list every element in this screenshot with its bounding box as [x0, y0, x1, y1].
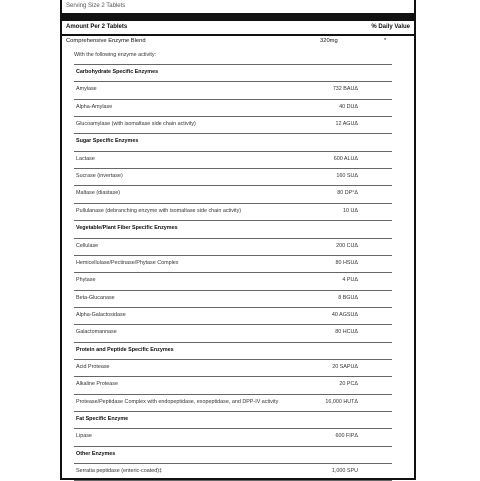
- enzyme-name: Pullulanase (debranching enzyme with isomaltase side chain activity): [76, 207, 242, 214]
- enzyme-row: [62, 116, 414, 133]
- enzyme-activity: 80 HCUΔ: [335, 329, 358, 336]
- category-name: Protein and Peptide Specific Enzymes: [76, 346, 174, 353]
- enzyme-row: [62, 290, 414, 307]
- enzyme-activity: 80 HSUΔ: [335, 259, 358, 266]
- enzyme-name: Amylase: [76, 86, 97, 93]
- enzyme-activity: 200 CUΔ: [336, 242, 358, 249]
- enzyme-activity: 40 DUΔ: [339, 103, 358, 110]
- daily-value-header: % Daily Value: [371, 24, 410, 30]
- category-name: Fat Specific Enzyme: [76, 416, 129, 422]
- enzyme-activity: 8 BGUΔ: [338, 294, 358, 301]
- category-name: Carbohydrate Specific Enzymes: [76, 69, 159, 75]
- enzyme-row: [62, 168, 414, 185]
- enzyme-name: Serratia peptidase (enteric-coated)‡: [76, 468, 162, 475]
- enzyme-activity: 4 PUΔ: [342, 277, 358, 284]
- category-name: Vegetable/Plant Fiber Specific Enzymes: [76, 225, 178, 232]
- serving-size: Serving Size 2 Tablets: [66, 3, 126, 9]
- enzyme-name: Beta-Glucanase: [76, 294, 115, 301]
- enzyme-name: Maltase (diastase): [76, 190, 121, 197]
- enzyme-activity: 1,000 SPU: [331, 468, 358, 475]
- category-row: [62, 342, 414, 359]
- enzyme-name: Protease/Peptidase Complex with endopeptidase, exopeptidase, and DPP-IV activity: [76, 398, 279, 405]
- enzyme-activity: 80 DP°Δ: [337, 190, 358, 197]
- enzyme-name: Sucrase (invertase): [76, 173, 123, 180]
- enzyme-activity: 12 AGUΔ: [335, 121, 358, 128]
- top-rule: [62, 13, 414, 21]
- enzyme-row: [62, 324, 414, 341]
- category-row: [62, 133, 414, 150]
- enzyme-activity: 20 PCΔ: [339, 381, 358, 388]
- enzyme-row: [62, 307, 414, 324]
- enzyme-row: [62, 238, 414, 255]
- blend-amount: 320mg: [320, 38, 338, 44]
- enzyme-row: [62, 428, 414, 445]
- enzyme-activity: 20 SAPUΔ: [332, 363, 358, 370]
- enzyme-name: Alpha-Galactosidase: [76, 311, 126, 318]
- enzyme-row: [62, 203, 414, 220]
- category-name: Sugar Specific Enzymes: [76, 138, 139, 145]
- category-name: Other Enzymes: [76, 450, 116, 457]
- enzyme-activity: 600 ALUΔ: [333, 155, 358, 162]
- header-rule: [62, 34, 414, 36]
- enzyme-activity: 16,000 HUTΔ: [325, 398, 358, 405]
- category-row: [62, 64, 414, 81]
- enzyme-row: [62, 359, 414, 376]
- category-row: [62, 411, 414, 428]
- enzyme-name: Cellulase: [76, 242, 99, 249]
- enzyme-name: Lipase: [76, 433, 92, 440]
- enzyme-name: Galactomannase: [76, 329, 117, 336]
- enzyme-activity: 600 FIPΔ: [335, 433, 358, 440]
- enzyme-row: [62, 394, 414, 411]
- enzyme-activity: 10 UΔ: [343, 207, 358, 214]
- enzyme-name: Alpha-Amylase: [76, 103, 113, 110]
- enzyme-name: Glucoamylase (with isomaltase side chain activity): [76, 121, 196, 128]
- enzyme-activity: 732 BAUΔ: [332, 86, 358, 93]
- category-row: [62, 220, 414, 237]
- enzyme-row: [62, 463, 414, 480]
- enzyme-row: [62, 376, 414, 393]
- amount-header: Amount Per 2 Tablets: [66, 24, 128, 30]
- enzyme-row: [62, 81, 414, 98]
- enzyme-row: [62, 151, 414, 168]
- enzyme-name: Phytase: [76, 277, 96, 284]
- enzyme-row: [62, 99, 414, 116]
- enzyme-row: [62, 272, 414, 289]
- enzyme-activity: 40 AGSUΔ: [331, 311, 358, 318]
- enzyme-activity-subtitle: With the following enzyme activity:: [74, 52, 157, 58]
- enzyme-name: Hemicellulase/Pectinase/Phytase Complex: [76, 259, 179, 266]
- enzyme-name: Lactase: [76, 155, 95, 162]
- enzyme-row: [62, 185, 414, 202]
- blend-dv: *: [384, 38, 387, 44]
- category-row: [62, 446, 414, 463]
- enzyme-name: Alkaline Protease: [76, 381, 118, 388]
- enzyme-name: Acid Protease: [76, 363, 110, 370]
- enzyme-activity: 160 SUΔ: [336, 173, 358, 180]
- blend-name: Comprehensive Enzyme Blend: [66, 38, 146, 44]
- enzyme-row: [62, 255, 414, 272]
